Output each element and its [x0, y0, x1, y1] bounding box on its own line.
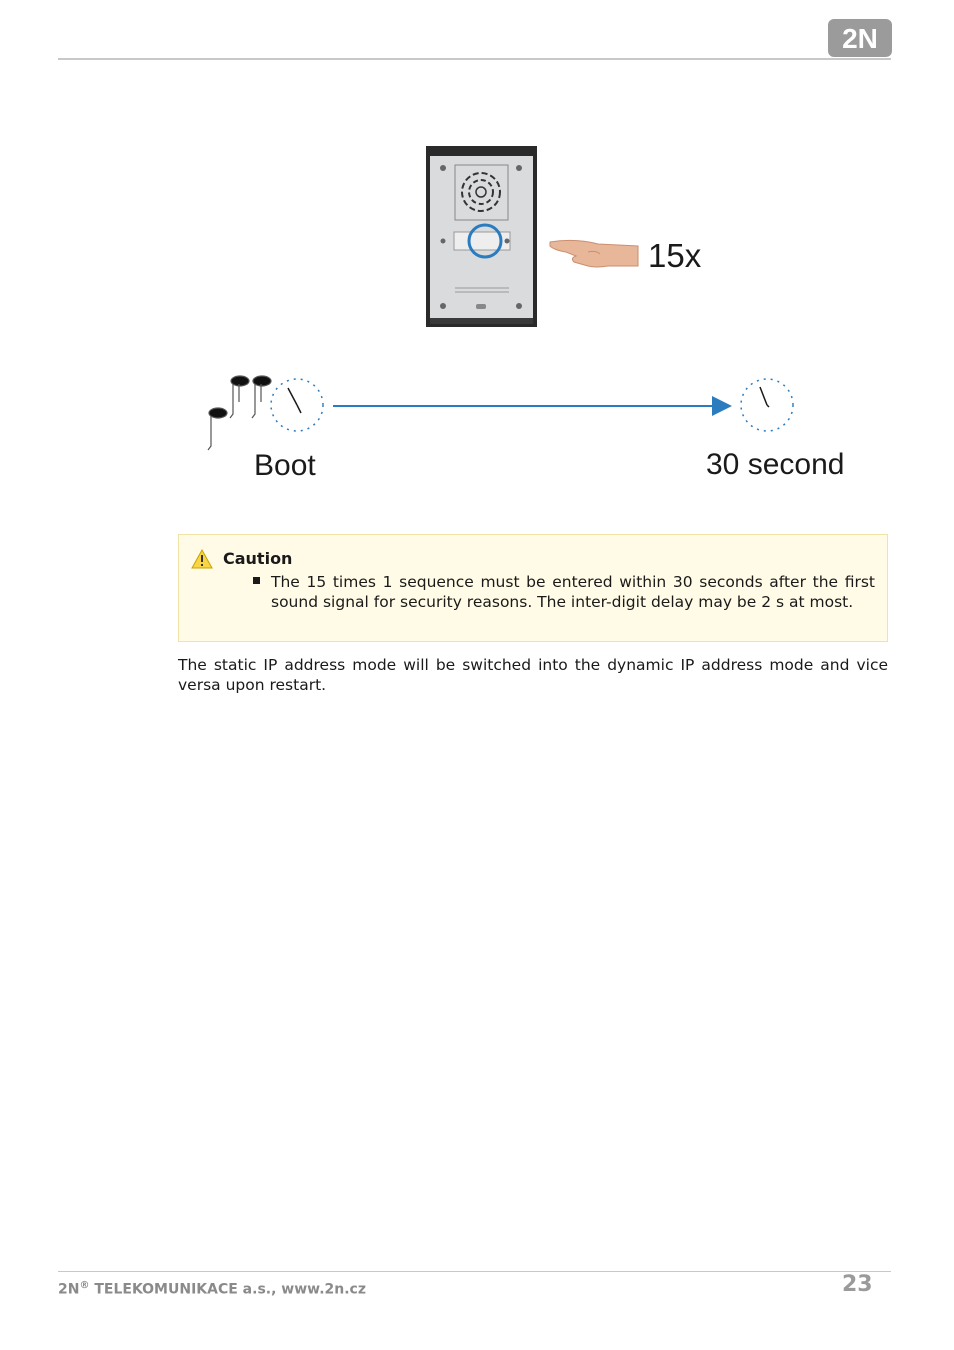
footer-company — [58, 1280, 366, 1298]
pointing-hand-icon — [550, 240, 638, 267]
timeline-arrow — [333, 396, 732, 416]
caution-title: Caution — [223, 549, 293, 568]
bullet-marker — [253, 577, 260, 584]
press-count-label: 15x — [648, 237, 702, 274]
svg-text:2N: 2N — [842, 23, 878, 54]
start-clock-icon — [271, 379, 323, 431]
caution-box — [178, 534, 888, 642]
boot-label: Boot — [254, 449, 316, 482]
end-clock-icon — [741, 379, 793, 431]
reset-sequence-figure — [0, 0, 954, 520]
footer-brand: 2N — [58, 1281, 80, 1298]
thirty-second-label: 30 second — [706, 448, 845, 481]
intercom-device-illustration — [426, 146, 537, 327]
warning-icon — [191, 549, 213, 569]
body-paragraph: The static IP address mode will be switched into the dynamic IP address mode and vice versa upon restart. — [178, 656, 888, 694]
caution-list-item: The 15 times 1 sequence must be entered within 30 seconds after the first sound signal for security reasons. The inter-digit delay may be 2 s at most. — [271, 573, 875, 611]
sound-signal-icon — [208, 376, 271, 450]
footer-divider — [58, 1271, 891, 1272]
registered-mark: ® — [79, 1280, 90, 1291]
page-number: 23 — [842, 1272, 873, 1297]
footer-company-rest: TELEKOMUNIKACE a.s., www.2n.cz — [89, 1281, 366, 1298]
